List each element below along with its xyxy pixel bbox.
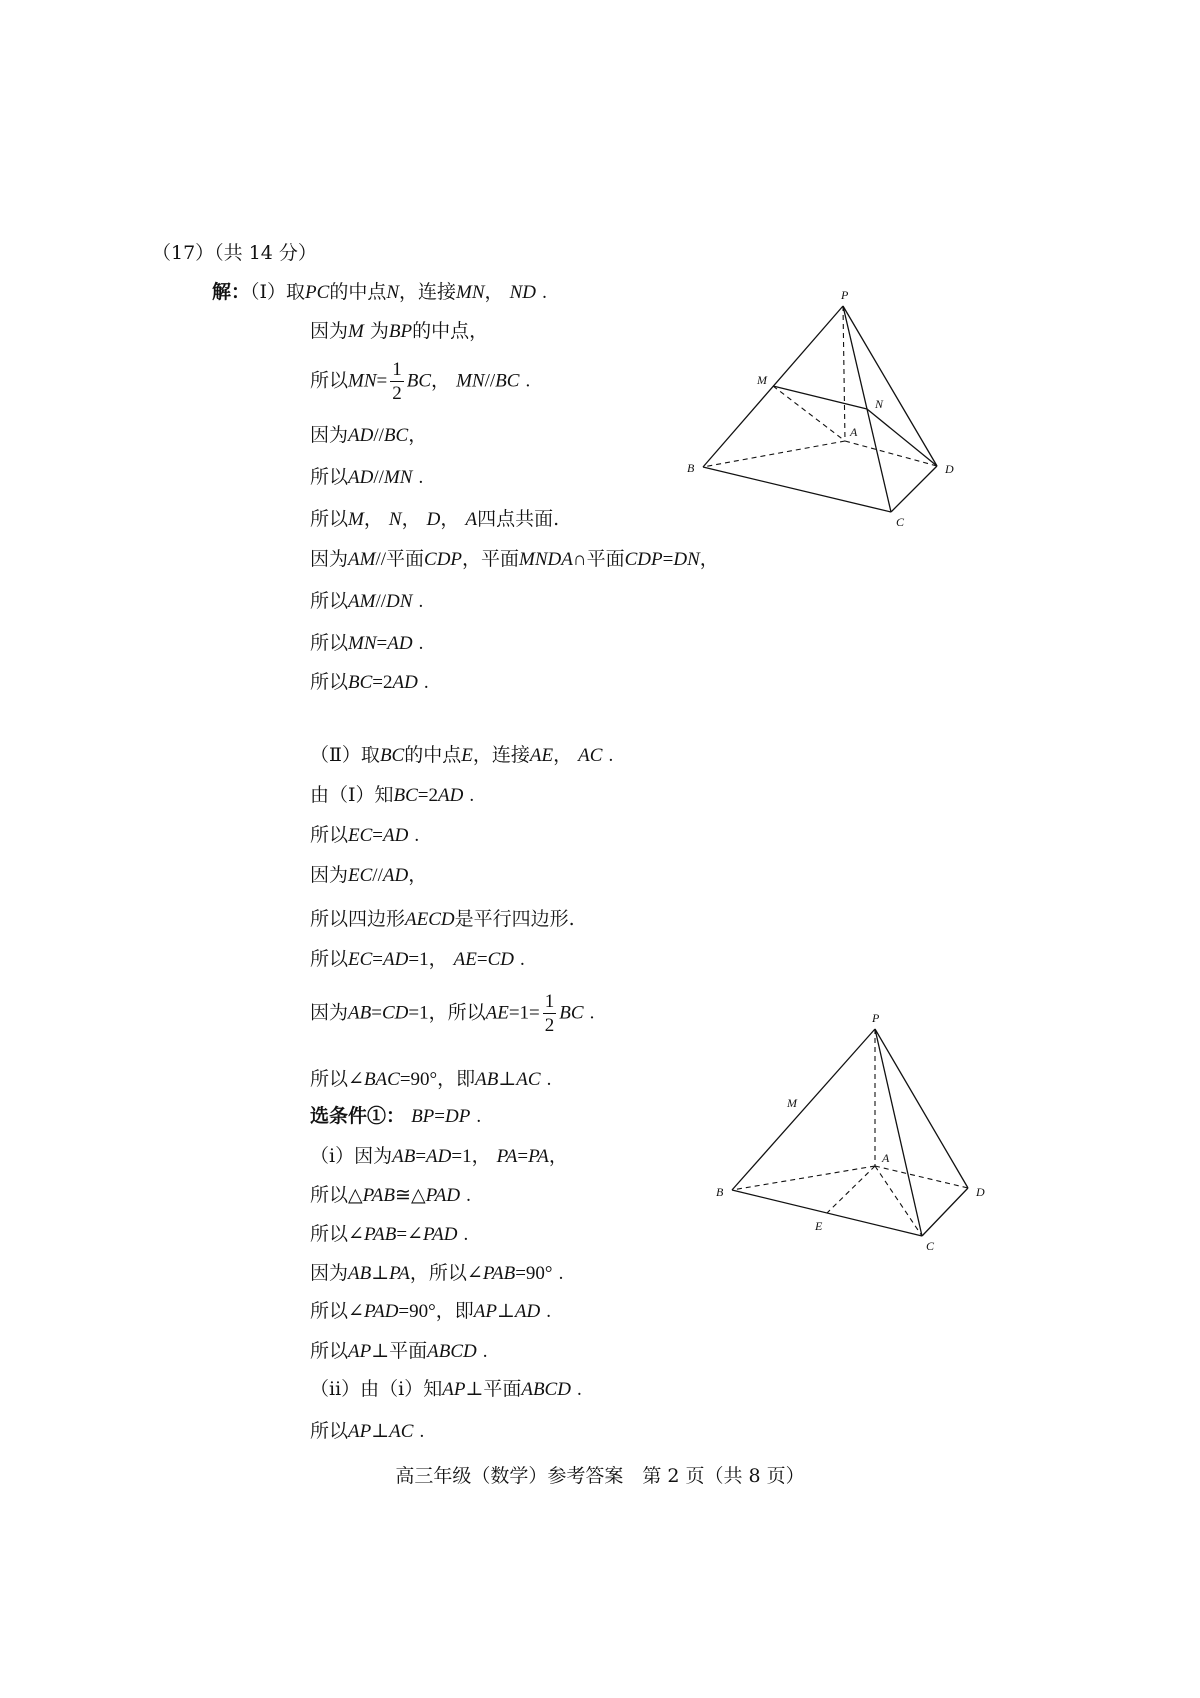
text: 平面 [483,1378,522,1400]
text: ，即 [437,1068,476,1090]
math-var: AC [389,1421,414,1442]
math-num: 1 [519,1002,530,1024]
math-var: AECD [405,909,455,930]
math-var: MN [348,633,377,654]
part1-line-9 [310,634,423,653]
text: 因为 [310,1001,349,1024]
math-num: 1 [419,949,429,970]
label-P: P [872,1011,880,1025]
math-var: PA [496,1146,518,1167]
text: ， [471,1145,491,1167]
math-var: AB [392,1146,416,1167]
label-A: A [882,1151,890,1165]
math-var: MN [456,282,485,303]
text: 所以 [310,1184,349,1206]
math-var: MN [456,370,485,392]
part2-line-12 [310,1225,468,1244]
solution-label: 解： [212,281,251,303]
part2-line-10 [310,1147,568,1166]
math-op: ≅ [395,1185,411,1206]
part2-line-6 [310,950,525,969]
math-var: BC [379,745,405,766]
math-op: ⊥ [371,1263,390,1284]
math-num: 1 [419,1002,429,1024]
math-var: DN [673,549,700,570]
math-op: ∩ [572,549,587,570]
math-op: // [373,425,384,446]
text: 所以 [310,1223,349,1245]
text: ，连接 [472,744,530,766]
label-N: N [875,397,884,411]
math-op: ⊥ [498,1069,517,1090]
text: 所以 [310,1340,349,1362]
math-var: AD [383,825,409,846]
text: 由（ⅰ）知 [360,1378,443,1400]
math-var: AD [382,865,409,886]
text: 所以 [310,1068,349,1090]
math-var: PAB [362,1185,396,1206]
page-footer: 高三年级（数学）参考答案 第 2 页（共 8 页） [395,1465,805,1487]
math-var: MN [383,467,413,488]
text: . [414,825,420,846]
text: 平面 [586,548,625,570]
part1-line-4 [310,426,427,445]
part2-line-14 [310,1302,551,1321]
math-op: △ [410,1185,426,1206]
text: ， [408,864,428,886]
part2-line-7 [310,992,594,1035]
text: ， [363,508,383,530]
part2-line-11 [310,1186,471,1205]
text: 为 [369,320,389,342]
part1-line-8 [310,592,423,611]
text: 因为 [310,424,349,446]
text: 平面 [389,1340,428,1362]
math-num: 90° [525,1263,553,1284]
math-op: = [515,1263,526,1284]
math-num: 2 [428,785,439,806]
math-num: 1 [462,1146,472,1167]
math-var: PAB [363,1224,397,1245]
math-var: CDP [424,549,463,570]
part2-line-4 [310,866,427,885]
math-num: 90° [409,1301,436,1322]
math-op: = [508,1002,520,1024]
math-op: = [408,1002,420,1024]
math-var: BC [406,370,432,392]
label-D: D [945,462,954,476]
part1-line-5 [310,468,423,487]
math-op: ∠ [348,1224,364,1245]
pyramid-figure-1 [660,275,980,535]
math-op: = [517,1146,529,1167]
text: . [608,745,614,766]
math-op: = [372,949,384,970]
part1-line-10 [310,673,429,692]
math-var: AC [516,1069,541,1090]
text: ，所以 [409,1262,467,1284]
edge-CD [891,466,937,512]
label-B: B [687,461,695,475]
part1-line-3 [310,360,530,403]
math-op: ⊥ [371,1421,390,1442]
edge-PD [843,306,937,466]
math-op: = [372,672,384,693]
fraction-half [543,992,557,1035]
math-op: // [375,549,387,570]
math-op: // [373,467,384,488]
edge-BC [703,467,891,512]
math-num: 2 [383,672,393,693]
label-E: E [815,1219,823,1233]
text: ， [699,548,719,570]
math-op: ⊥ [496,1301,515,1322]
hidden-edge-AD [875,1166,968,1188]
edge-CD [922,1188,968,1236]
math-op: ⊥ [465,1379,484,1400]
math-var: PAB [482,1263,516,1284]
text: ，即 [435,1300,474,1322]
text: 所以四边形 [310,908,406,930]
text: ， [431,369,451,392]
math-var: AD [383,949,409,970]
label-D: D [976,1185,985,1199]
text: 因为 [310,548,349,570]
part2-line-1 [310,746,613,765]
math-var: CDP [624,549,663,570]
math-var: MNDA [519,549,573,570]
text: 所以 [310,632,349,654]
hidden-edge-AB [703,441,845,467]
math-op: ∠ [348,1301,364,1322]
math-var: AE [529,745,554,766]
text: 因为 [354,1145,393,1167]
text: 因为 [310,320,349,342]
text: . [542,282,547,303]
math-op: = [415,1146,427,1167]
text: . [418,467,424,488]
math-var: EC [348,865,373,886]
hidden-segment-AE [827,1166,875,1213]
math-var: AM [348,591,376,612]
math-op: = [396,1224,408,1245]
math-var: E [461,745,473,766]
label-M: M [757,373,767,387]
hidden-edge-PA [843,306,845,441]
text: 的中点 [404,744,462,766]
hidden-edge-AD [845,441,937,466]
part1-line-7 [310,550,719,569]
math-var: AB [348,1002,372,1024]
text: ， [408,424,428,446]
pyramid-figure-2 [705,1005,995,1270]
math-op: = [662,549,674,570]
math-op: ∠ [348,1069,364,1090]
math-var: AD [438,785,464,806]
text: ， [440,508,460,530]
math-op: = [372,825,384,846]
math-num: 90° [410,1069,438,1090]
text: . [589,1002,595,1024]
text: ， [553,744,573,766]
math-op: ∠ [466,1263,483,1284]
math-var: AD [426,1146,452,1167]
text: 所以 [310,1420,349,1442]
math-op: = [399,1069,411,1090]
text: . [525,370,531,392]
text: . [476,1106,482,1127]
math-var: AP [348,1341,372,1362]
math-var: AE [485,1002,509,1024]
math-var: BC [383,425,409,446]
text: 的中点 [329,281,387,303]
math-var: PA [389,1263,410,1284]
math-var: D [426,509,441,530]
math-var: AE [453,949,477,970]
part-tag: （Ⅱ） [310,744,361,766]
math-var: DP [445,1106,471,1127]
math-var: AD [348,425,374,446]
math-var: BC [559,1002,584,1024]
part2-line-15 [310,1342,488,1361]
fraction-numerator: 1 [392,359,402,380]
math-op: ∠ [407,1224,423,1245]
segment-MN [773,386,867,409]
text: 所以 [310,508,349,530]
text: ，连接 [399,281,457,303]
math-var: M [348,509,364,530]
text: . [546,1301,551,1322]
math-var: AD [514,1301,541,1322]
text: . [466,1185,471,1206]
math-var: BC [348,672,373,693]
math-op: = [451,1146,463,1167]
edge-PB [732,1029,875,1190]
math-op: // [484,370,496,392]
part-tag: （ⅰ） [310,1145,355,1167]
math-op: = [376,370,388,392]
text: 所以 [310,671,349,693]
math-var: BAC [363,1069,400,1090]
math-var: BP [411,1106,435,1127]
fraction-numerator: 1 [544,991,555,1012]
fraction-denominator: 2 [392,383,402,404]
text: ， [401,508,421,530]
part2-line-17 [310,1422,424,1441]
math-var: BC [393,785,418,806]
segment-ND [867,409,937,466]
math-op: // [375,591,387,612]
text: . [577,1379,582,1400]
math-var: MN [348,370,377,392]
part2-line-8 [310,1070,551,1089]
math-var: AM [348,549,376,570]
math-var: BP [388,321,413,342]
text: ，所以 [428,1001,486,1024]
fraction-denominator: 2 [544,1015,555,1036]
math-op: △ [348,1185,363,1206]
math-var: DN [386,591,413,612]
label-M: M [787,1096,797,1110]
text: . [546,1069,552,1090]
math-var: AP [442,1379,466,1400]
text: 平面 [386,548,425,570]
math-var: AD [387,633,413,654]
math-var: ND [509,282,537,303]
text: 所以 [310,590,349,612]
math-var: AB [348,1263,372,1284]
math-op: = [434,1106,445,1127]
fraction-half [390,360,404,403]
text: . [469,785,475,806]
text: 四点共面. [477,508,560,530]
text: 所以 [310,1300,349,1322]
math-var: AC [578,745,603,766]
math-var: PAD [422,1224,458,1245]
math-var: N [388,509,402,530]
text: . [463,1224,469,1245]
text: 因为 [310,864,349,886]
math-var: PAD [363,1301,399,1322]
math-var: ABCD [521,1379,571,1400]
math-var: AD [348,467,374,488]
part2-line-5 [310,910,575,929]
hidden-edge-AC [875,1166,922,1236]
math-var: A [465,509,478,530]
math-op: = [417,785,429,806]
math-var: N [386,282,400,303]
label-P: P [841,288,849,302]
text: 所以 [310,824,349,846]
part2-line-9 [310,1107,481,1126]
math-op: = [408,949,420,970]
part2-line-2 [310,786,474,805]
part2-line-3 [310,826,419,845]
text: . [419,1421,425,1442]
text: 取 [286,281,306,303]
text: 所以 [310,948,349,970]
math-var: PC [305,282,330,303]
text: ， [484,281,504,303]
math-var: CD [381,1002,409,1024]
text: 所以 [310,466,349,488]
part2-line-13 [310,1264,563,1283]
math-var: PAD [425,1185,461,1206]
edge-PC [875,1029,922,1236]
text: ， [428,948,448,970]
text: 因为 [310,1262,349,1284]
math-var: ABCD [427,1341,477,1362]
math-op: = [376,633,388,654]
text: ， [548,1145,568,1167]
label-A: A [850,425,858,439]
math-op: = [476,949,488,970]
math-var: AB [475,1069,499,1090]
text: . [482,1341,488,1362]
math-var: BC [495,370,520,392]
math-var: CD [487,949,514,970]
math-var: EC [348,949,373,970]
text: . [558,1263,564,1284]
math-var: AP [348,1421,372,1442]
math-op: // [372,865,383,886]
math-op: ⊥ [371,1341,390,1362]
math-op: = [529,1002,540,1024]
text: . [418,591,424,612]
text: . [423,672,429,693]
math-var: EC [348,825,373,846]
text: 由（Ⅰ）知 [310,784,394,806]
math-var: AP [473,1301,497,1322]
text: 是平行四边形. [454,908,575,930]
part-tag: （Ⅰ） [250,281,287,303]
part-tag: （ⅱ） [310,1378,361,1400]
math-var: PA [528,1146,549,1167]
math-var: M [348,321,364,342]
text: . [520,949,525,970]
part1-line-2 [310,322,488,341]
text: 取 [360,744,380,766]
text: ，平面 [462,548,520,570]
math-op: = [398,1301,410,1322]
math-var: AD [392,672,418,693]
part2-line-16 [310,1380,582,1399]
part1-line-6 [310,510,559,529]
label-C: C [896,515,905,529]
label-B: B [716,1185,724,1199]
problem-header: （17）（共 14 分） [152,242,317,264]
text: 的中点， [412,320,489,342]
text: 所以 [310,369,349,392]
part1-line-1 [212,283,547,302]
math-op: = [371,1002,382,1024]
label-C: C [926,1239,935,1253]
text: . [418,633,424,654]
condition-label: 选条件①： [310,1105,406,1127]
